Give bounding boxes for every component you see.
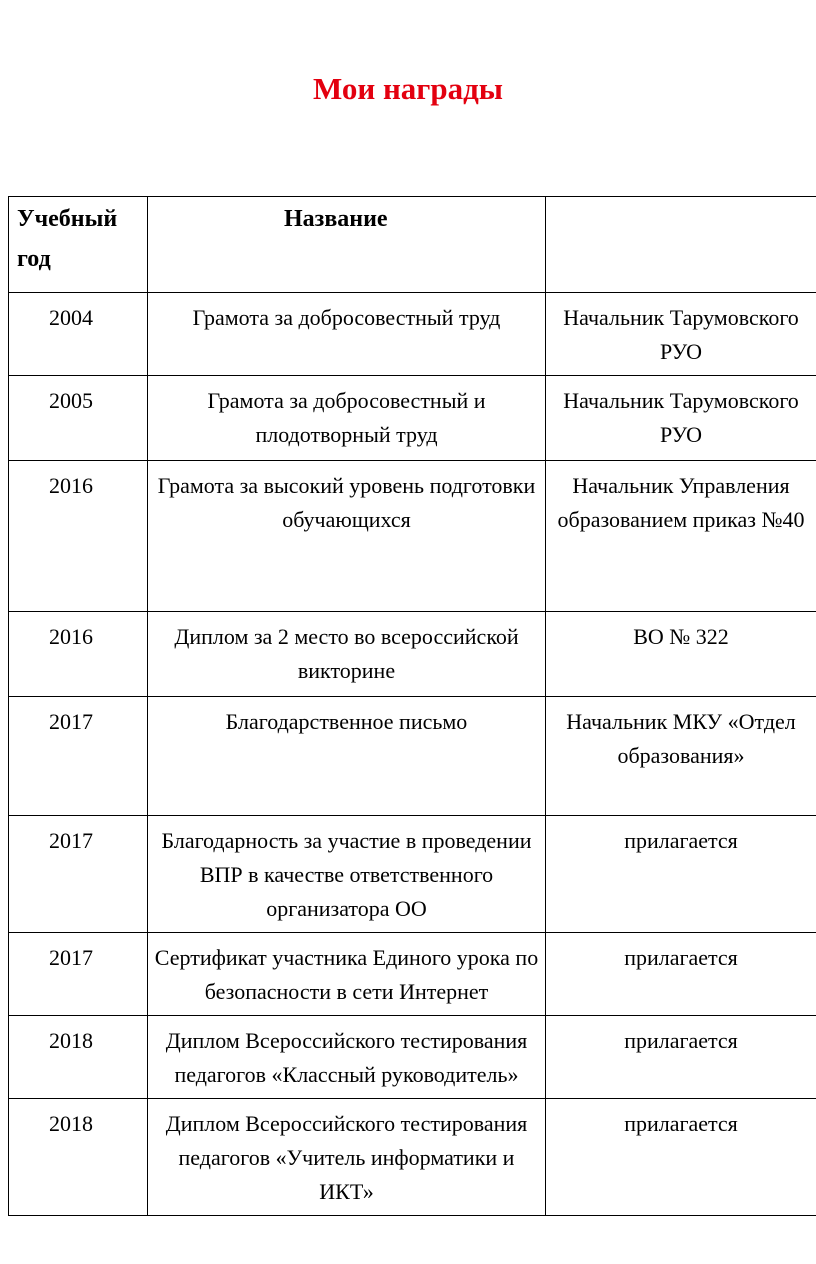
cell-year: 2005 <box>9 376 148 461</box>
header-name: Название <box>148 197 546 293</box>
cell-issuer: Начальник Тарумовского РУО <box>546 293 816 376</box>
cell-name: Сертификат участника Единого урока по безопасности в сети Интернет <box>148 933 546 1016</box>
table-row <box>9 1099 816 1216</box>
cell-name: Диплом Всероссийского тестирования педагогов «Классный руководитель» <box>148 1016 546 1099</box>
cell-year: 2016 <box>9 461 148 612</box>
cell-issuer: прилагается <box>546 816 816 933</box>
cell-name: Благодарность за участие в проведении ВПР в качестве ответственного организатора ОО <box>148 816 546 933</box>
cell-issuer: ВО № 322 <box>546 612 816 697</box>
table-row <box>9 816 816 933</box>
cell-year: 2018 <box>9 1016 148 1099</box>
cell-year: 2017 <box>9 933 148 1016</box>
cell-name: Грамота за добросовестный труд <box>148 293 546 376</box>
cell-name: Диплом Всероссийского тестирования педагогов «Учитель информатики и ИКТ» <box>148 1099 546 1216</box>
table-row <box>9 1016 816 1099</box>
cell-name: Грамота за высокий уровень подготовки обучающихся <box>148 461 546 612</box>
table-row <box>9 293 816 376</box>
cell-issuer: Начальник Тарумовского РУО <box>546 376 816 461</box>
table-row <box>9 376 816 461</box>
cell-name: Грамота за добросовестный и плодотворный труд <box>148 376 546 461</box>
page-title: Мои награды <box>312 71 504 106</box>
cell-year: 2017 <box>9 697 148 816</box>
cell-issuer: прилагается <box>546 933 816 1016</box>
cell-year: 2018 <box>9 1099 148 1216</box>
table-row <box>9 612 816 697</box>
cell-issuer: Начальник МКУ «Отдел образования» <box>546 697 816 816</box>
awards-table <box>8 196 816 1216</box>
cell-year: 2004 <box>9 293 148 376</box>
header-issuer <box>546 197 816 293</box>
table-row <box>9 933 816 1016</box>
cell-issuer: прилагается <box>546 1016 816 1099</box>
cell-year: 2016 <box>9 612 148 697</box>
cell-issuer: Начальник Управления образованием приказ №40 <box>546 461 816 612</box>
table-header-row <box>9 197 816 293</box>
table-row <box>9 697 816 816</box>
cell-name: Благодарственное письмо <box>148 697 546 816</box>
cell-name: Диплом за 2 место во всероссийской викторине <box>148 612 546 697</box>
cell-year: 2017 <box>9 816 148 933</box>
header-year: Учебный год <box>9 197 148 293</box>
cell-issuer: прилагается <box>546 1099 816 1216</box>
table-row <box>9 461 816 612</box>
